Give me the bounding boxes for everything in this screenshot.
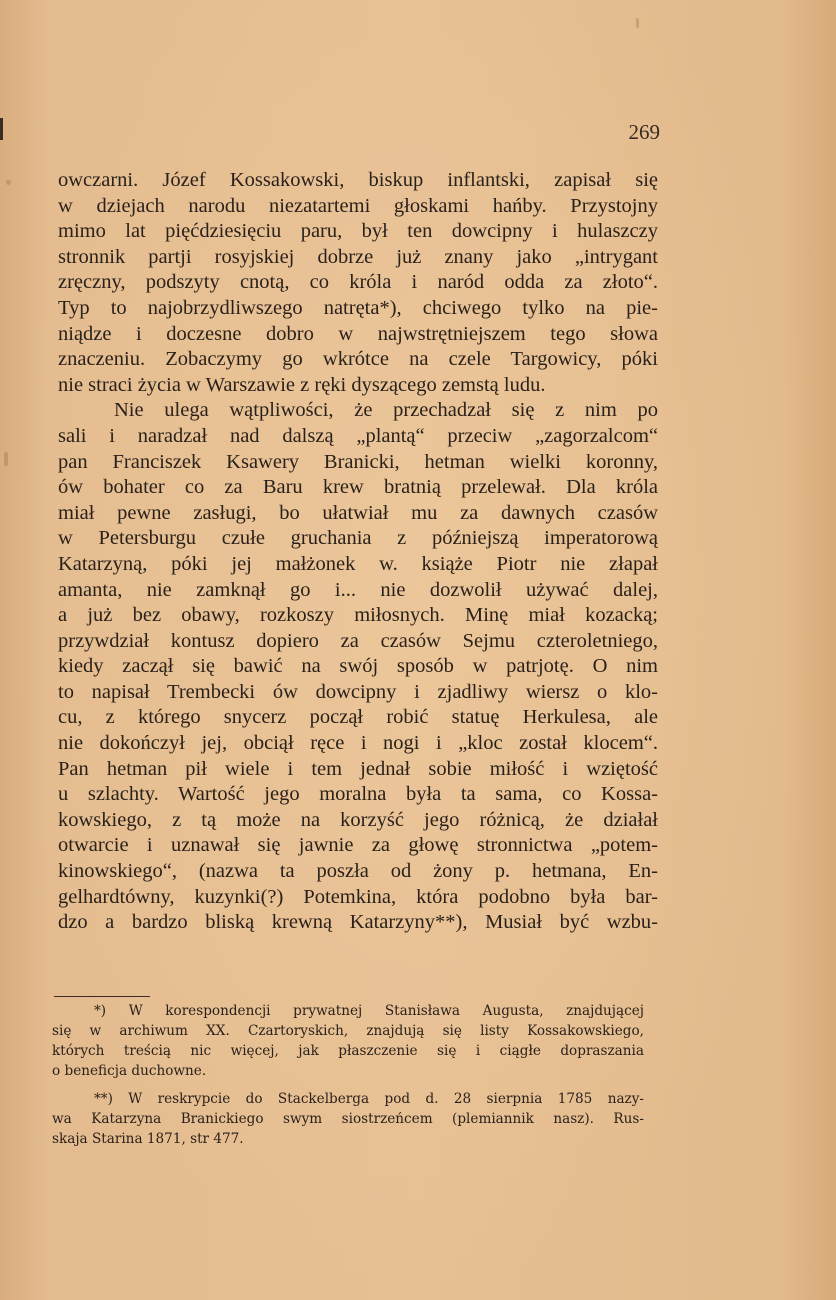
main-text	[58, 168, 658, 936]
paper-stain	[4, 452, 8, 466]
text-line: kowskiego, z tą może na korzyść jego różnicą, że działał	[58, 808, 658, 831]
text-line: Katarzyną, póki jej małżonek w. książe Piotr nie złapał	[58, 552, 658, 575]
text-line: znaczeniu. Zobaczymy go wkrótce na czele Targowicy, póki	[58, 348, 658, 371]
text-line: mimo lat pięćdziesięciu paru, był ten dowcipny i hulaszczy	[58, 220, 658, 243]
text-line: u szlachty. Wartość jego moralna była ta sama, co Kossa-	[58, 783, 658, 806]
footnote-gap	[52, 1081, 644, 1089]
footnote-line: się w archiwum XX. Czartoryskich, znajdują się listy Kossakowskiego,	[52, 1023, 644, 1039]
text-line: amanta, nie zamknął go i... nie dozwolił używać dalej,	[58, 578, 658, 601]
text-line: Typ to najobrzydliwszego natręta*), chciwego tylko na pie-	[58, 296, 658, 319]
text-line: kiedy zaczął się bawić na swój sposób w patrjotę. O nim	[58, 655, 658, 678]
text-line: stronnik partji rosyjskiej dobrze już znany jako „intrygant	[58, 245, 658, 268]
paper-stain	[636, 18, 639, 28]
paper-stain	[6, 180, 11, 185]
text-line: kinowskiego“, (nazwa ta poszła od żony p. hetmana, En-	[58, 860, 658, 883]
text-line: a już bez obawy, rozkoszy miłosnych. Minę miał kozacką;	[58, 604, 658, 627]
text-line: pan Franciszek Ksawery Branicki, hetman wielki koronny,	[58, 450, 658, 473]
text-line: to napisał Trembecki ów dowcipny i zjadliwy wiersz o klo-	[58, 680, 658, 703]
footnote-1	[52, 1001, 644, 1081]
text-line: ów bohater co za Baru krew bratnią przelewał. Dla króla	[58, 476, 658, 499]
text-line: otwarcie i uznawał się jawnie za głowę stronnictwa „potem-	[58, 834, 658, 857]
footnote-line: o beneficja duchowne.	[52, 1063, 207, 1079]
footnote-line: wa Katarzyna Branickiego swym siostrzeńcem (plemiannik nasz). Rus-	[52, 1111, 644, 1127]
footnote-line: *) W korespondencji prywatnej Stanisława Augusta, znajdującej	[94, 1003, 644, 1019]
footnotes	[52, 1001, 644, 1149]
text-line: nie straci życia w Warszawie z ręki dyszącego zemstą ludu.	[58, 373, 546, 396]
text-line: dzo a bardzo bliską krewną Katarzyny**), Musiał być wzbu-	[58, 911, 658, 934]
text-line: nie dokończył jej, obciął ręce i nogi i „kloc został klocem“.	[58, 732, 658, 755]
page-edge-mark	[0, 118, 3, 140]
text-line: przywdział kontusz dopiero za czasów Sejmu czteroletniego,	[58, 629, 658, 652]
text-line: niądze i doczesne dobro w najwstrętniejszem tego słowa	[58, 322, 658, 345]
footnote-separator	[54, 996, 150, 997]
text-line: gelhardtówny, kuzynki(?) Potemkina, która podobno była bar-	[58, 885, 658, 908]
text-line: cu, z którego snycerz począł robić statuę Herkulesa, ale	[58, 706, 658, 729]
text-line: sali i naradzał nad dalszą „plantą“ przeciw „zagorzalcom“	[58, 424, 658, 447]
footnote-line: których treścią nic więcej, jak płaszczenie się i ciągłe dopraszania	[52, 1043, 644, 1059]
text-line: zręczny, podszyty cnotą, co króla i naród odda za złoto“.	[58, 271, 658, 294]
text-line: w Petersburgu czułe gruchania z późniejszą imperatorową	[58, 527, 658, 550]
footnote-line: skaja Starina 1871, str 477.	[52, 1131, 244, 1147]
text-line: owczarni. Józef Kossakowski, biskup inflantski, zapisał się	[58, 169, 658, 191]
text-line: Pan hetman pił wiele i tem jednał sobie miłość i wziętość	[58, 757, 658, 780]
paragraph-start-line: Nie ulega wątpliwości, że przechadzał się z nim po	[114, 399, 658, 422]
text-line: miał pewne zasługi, bo ułatwiał mu za dawnych czasów	[58, 501, 658, 524]
text-line: w dziejach narodu niezatartemi głoskami hańby. Przystojny	[58, 194, 658, 217]
footnote-line: **) W reskrypcie do Stackelberga pod d. 28 sierpnia 1785 nazy-	[94, 1091, 644, 1107]
footnote-2	[52, 1089, 644, 1149]
page-number: 269	[628, 120, 660, 144]
